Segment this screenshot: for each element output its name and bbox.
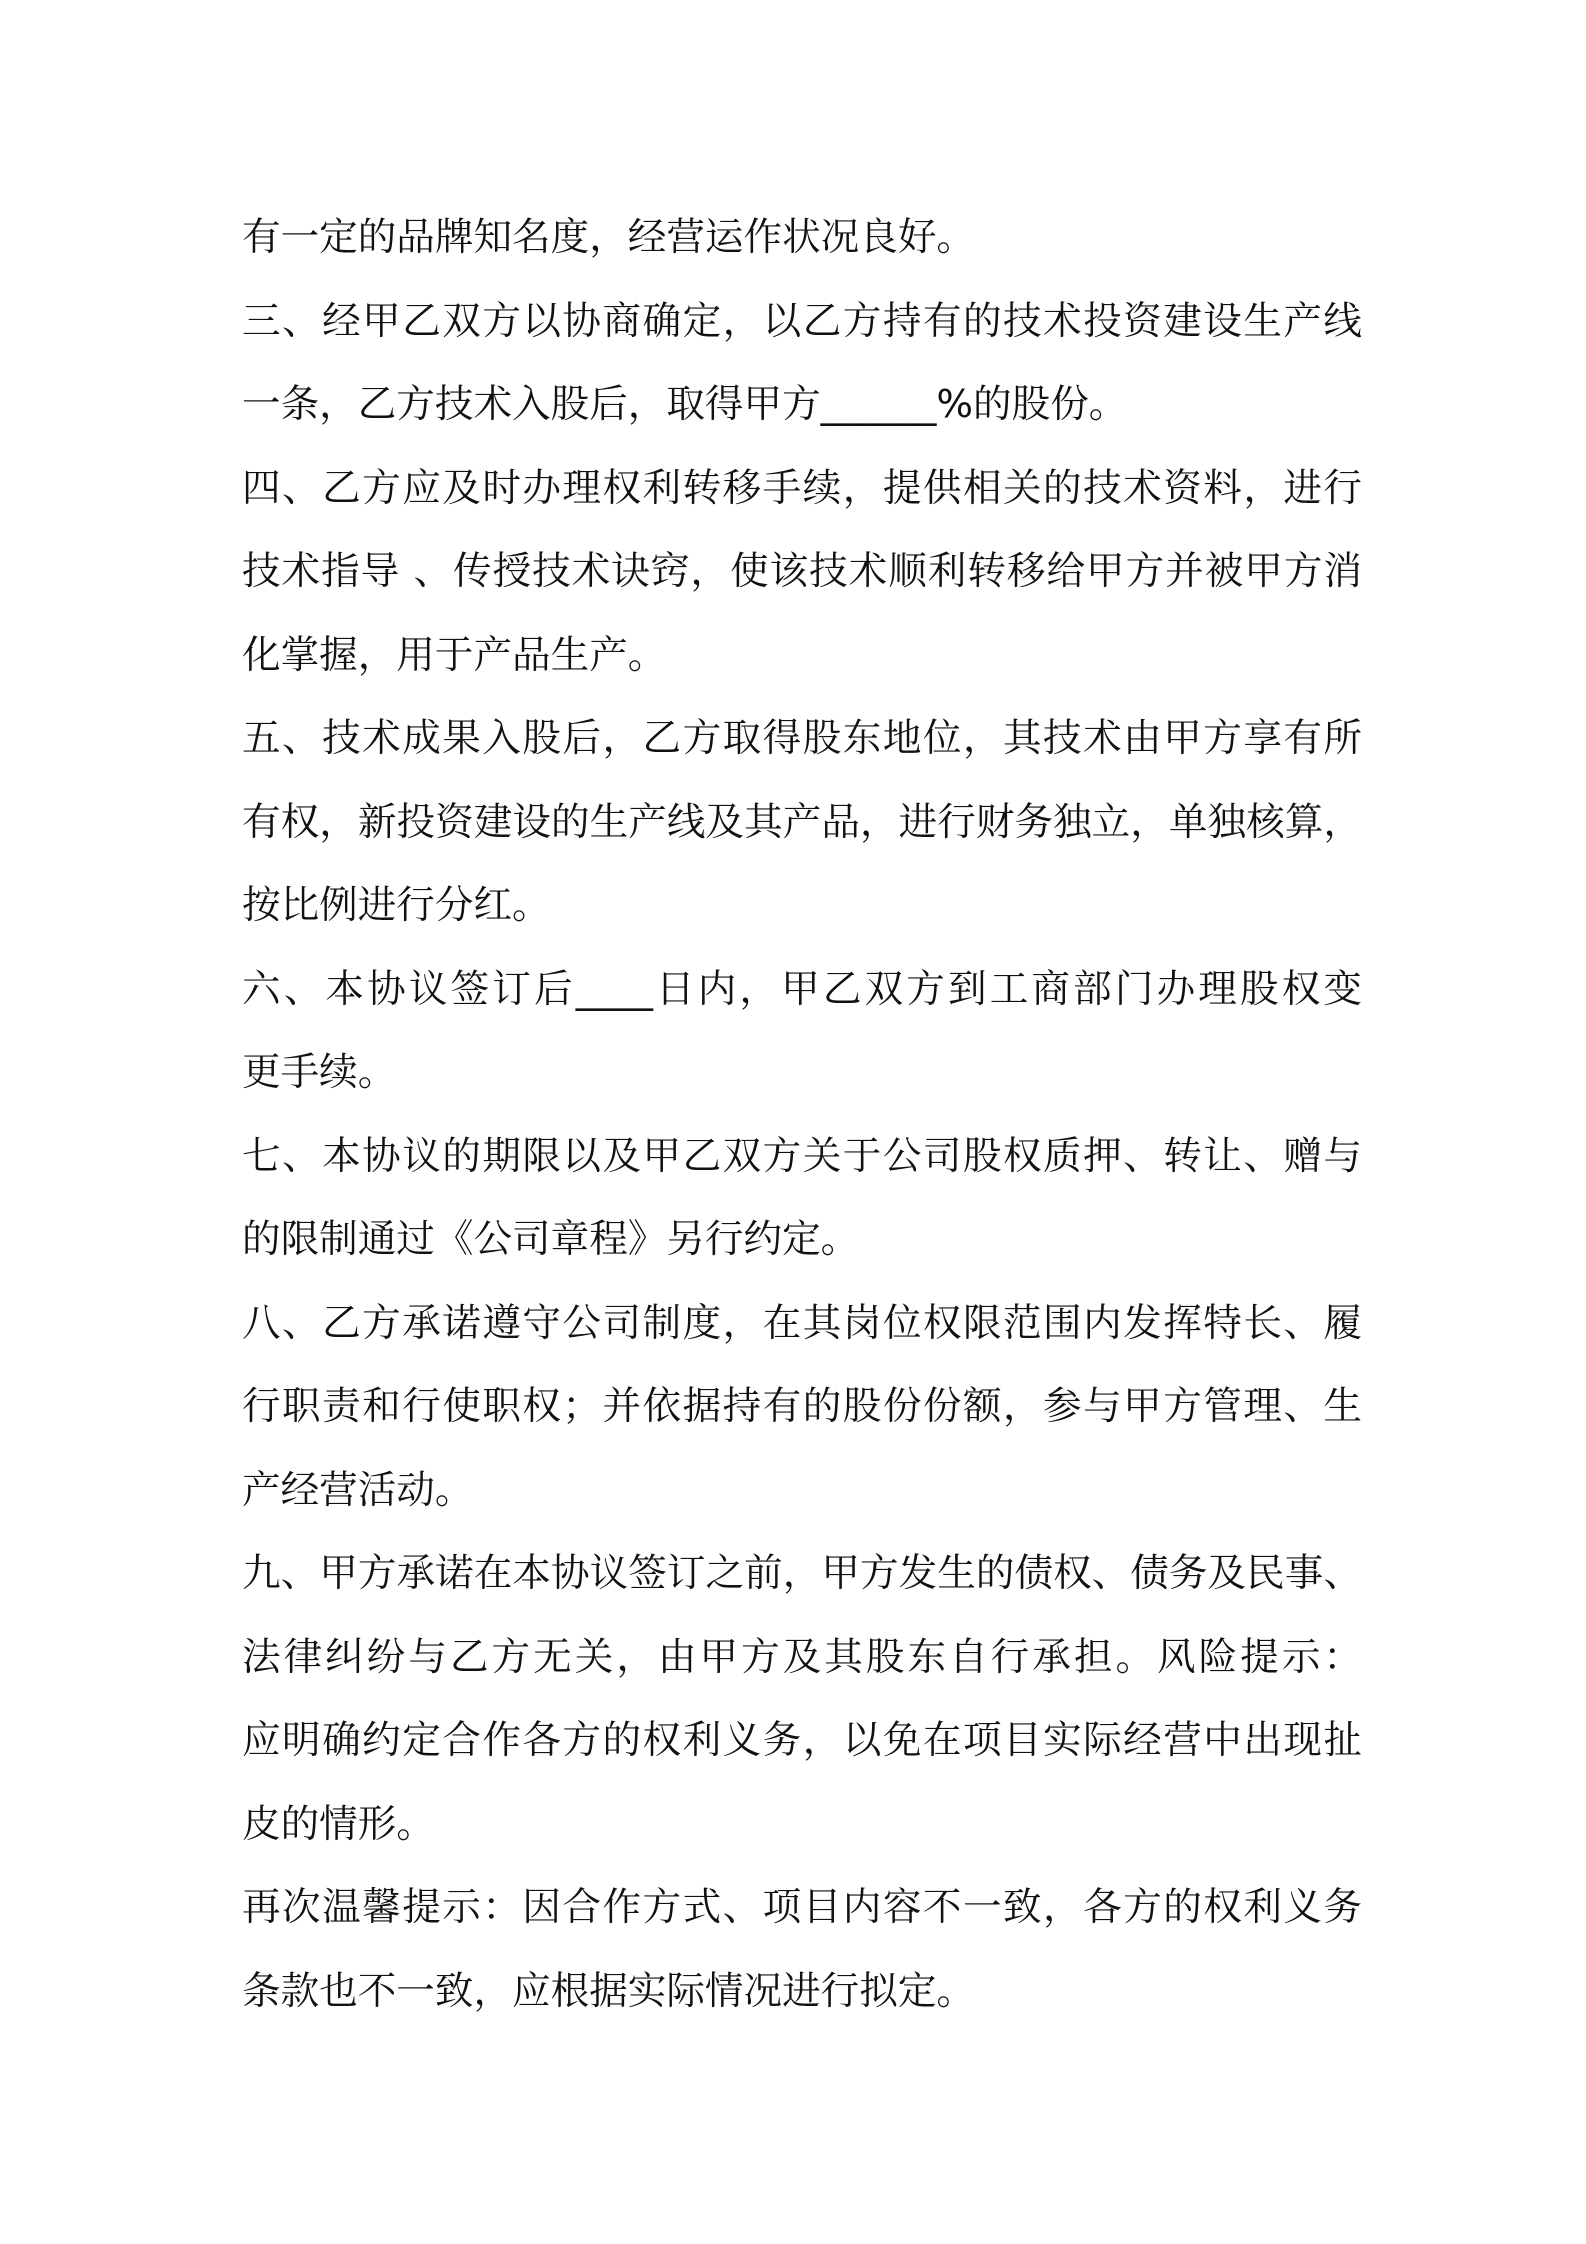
text-line: 的限制通过《公司章程》另行约定。 xyxy=(242,1217,860,1262)
text-line: 产经营活动。 xyxy=(242,1467,474,1513)
text-line: 八、乙方承诺遵守公司制度，在其岗位权限范围内发挥特长、履 xyxy=(242,1300,1362,1346)
text-line: 六、本协议签订后____日内，甲乙双方到工商部门办理股权变 xyxy=(242,966,1362,1012)
text-line: 有权，新投资建设的生产线及其产品，进行财务独立，单独核算， xyxy=(242,799,1362,845)
text-line: 法律纠纷与乙方无关，由甲方及其股东自行承担。风险提示： xyxy=(242,1634,1362,1680)
text-line: 有一定的品牌知名度，经营运作状况良好。 xyxy=(242,215,975,260)
text-line: 更手续。 xyxy=(242,1050,397,1095)
text-line: 按比例进行分红。 xyxy=(242,883,551,928)
text-line: 行职责和行使职权；并依据持有的股份份额，参与甲方管理、生 xyxy=(242,1384,1362,1429)
text-line: 四、乙方应及时办理权利转移手续，提供相关的技术资料，进行 xyxy=(242,465,1362,511)
text-line: 再次温馨提示：因合作方式、项目内容不一致，各方的权利义务 xyxy=(242,1885,1362,1930)
text-line: 技术指导 、传授技术诀窍，使该技术顺利转移给甲方并被甲方消 xyxy=(242,549,1362,594)
text-line: 化掌握，用于产品生产。 xyxy=(242,632,667,678)
text-line: 七、本协议的期限以及甲乙双方关于公司股权质押、转让、赠与 xyxy=(242,1133,1362,1179)
text-line: 应明确约定合作各方的权利义务，以免在项目实际经营中出现扯 xyxy=(242,1718,1362,1763)
text-line: 一条，乙方技术入股后，取得甲方______%的股份。 xyxy=(242,382,1128,427)
text-line: 五、技术成果入股后，乙方取得股东地位，其技术由甲方享有所 xyxy=(242,716,1362,761)
text-line: 皮的情形。 xyxy=(242,1801,435,1847)
text-line: 三、经甲乙双方以协商确定，以乙方持有的技术投资建设生产线 xyxy=(242,298,1362,344)
text-line: 条款也不一致，应根据实际情况进行拟定。 xyxy=(242,1968,975,2014)
text-line: 九、甲方承诺在本协议签订之前，甲方发生的债权、债务及民事、 xyxy=(242,1551,1362,1596)
document-body xyxy=(242,196,1362,2033)
